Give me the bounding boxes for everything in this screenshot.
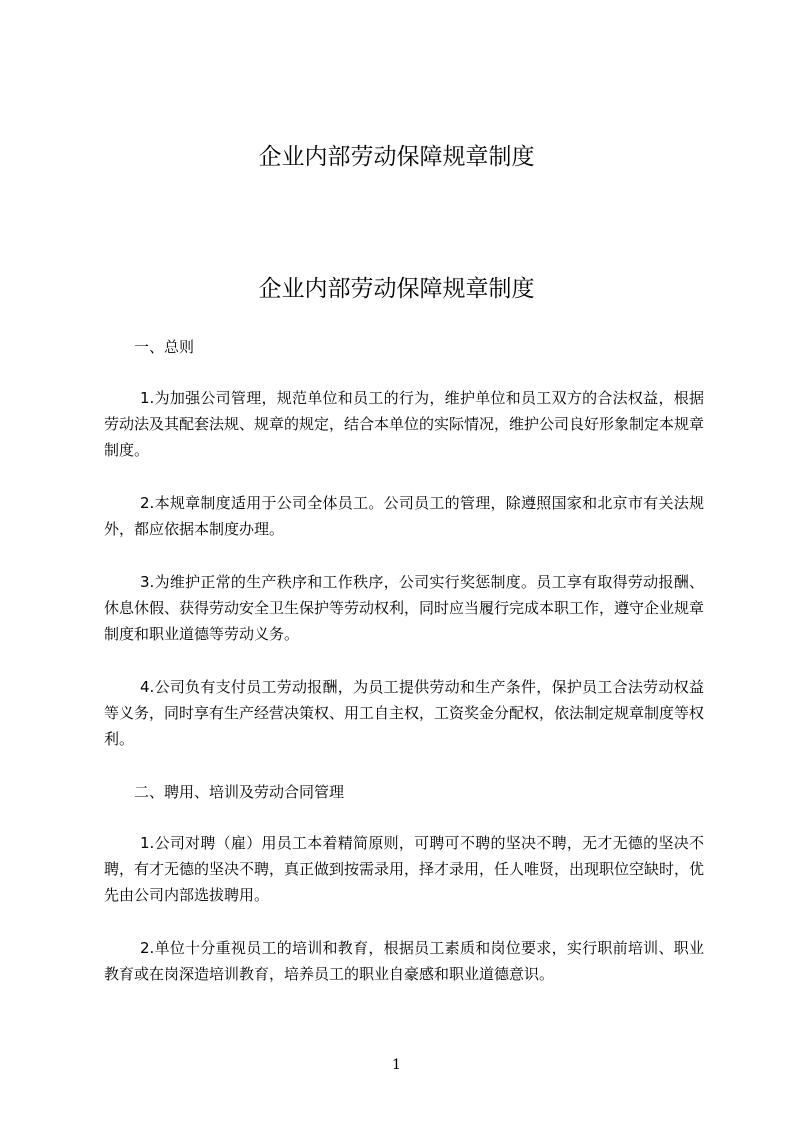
paragraph: 1.公司对聘（雇）用员工本着精简原则，可聘可不聘的坚决不聘，无才无德的坚决不聘，有才无德的坚决不聘，真正做到按需录用，择才录用，任人唯贤，出现职位空缺时，优先由公司内部选拔聘用。	[104, 834, 705, 904]
paragraph: 2.单位十分重视员工的培训和教育，根据员工素质和岗位要求，实行职前培训、职业教育或在岗深造培训教育，培养员工的职业自豪感和职业道德意识。	[104, 939, 704, 983]
section-heading: 二、聘用、培训及劳动合同管理	[134, 783, 345, 801]
section-heading: 一、总则	[134, 338, 195, 356]
paragraph: 1.为加强公司管理，规范单位和员工的行为，维护单位和员工双方的合法权益，根据劳动法及其配套法规、规章的规定，结合本单位的实际情况，维护公司良好形象制定本规章制度。	[104, 389, 705, 459]
page-number: 1	[392, 1057, 401, 1073]
document-title-top: 企业内部劳动保障规章制度	[258, 144, 535, 170]
section-hiring-training-contracts	[104, 779, 704, 987]
paragraph: 3.为维护正常的生产秩序和工作秩序，公司实行奖惩制度。员工享有取得劳动报酬、休息休假、获得劳动安全卫生保护等劳动权利，同时应当履行完成本职工作，遵守企业规章制度和职业道德等劳动义务。	[104, 573, 705, 643]
paragraph: 2.本规章制度适用于公司全体员工。公司员工的管理，除遵照国家和北京市有关法规外，都应依据本制度办理。	[104, 494, 704, 538]
paragraph: 4.公司负有支付员工劳动报酬，为员工提供劳动和生产条件，保护员工合法劳动权益等义务，同时享有生产经营决策权、用工自主权，工资奖金分配权，依法制定规章制度等权利。	[104, 678, 705, 748]
document-title-main: 企业内部劳动保障规章制度	[258, 276, 535, 302]
section-general	[104, 334, 704, 779]
document-body	[104, 334, 704, 987]
